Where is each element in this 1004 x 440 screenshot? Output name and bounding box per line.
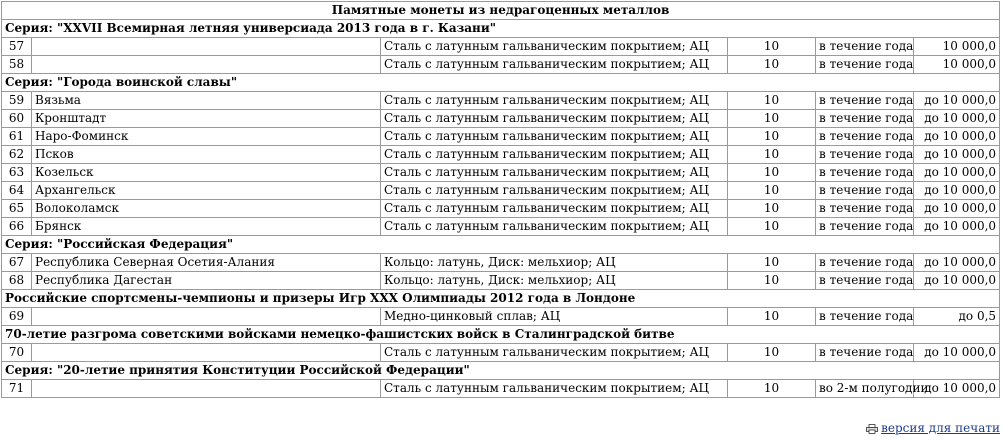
series-header-row xyxy=(2,74,1000,92)
cell-mintage: до 10 000,0 xyxy=(914,146,1000,164)
table-row xyxy=(2,272,1000,290)
cell-name: Брянск xyxy=(32,218,381,236)
cell-name: Архангельск xyxy=(32,182,381,200)
cell-mintage: до 0,5 xyxy=(914,308,1000,326)
cell-name: Республика Северная Осетия-Алания xyxy=(32,254,381,272)
cell-number: 63 xyxy=(2,164,32,182)
table-row xyxy=(2,254,1000,272)
cell-number: 64 xyxy=(2,182,32,200)
cell-mintage: до 10 000,0 xyxy=(914,344,1000,362)
cell-period: в течение года xyxy=(816,38,914,56)
table-row xyxy=(2,308,1000,326)
cell-material: Сталь с латунным гальваническим покрытием; АЦ xyxy=(381,380,728,398)
cell-denomination: 10 xyxy=(728,182,816,200)
table-row xyxy=(2,344,1000,362)
cell-denomination: 10 xyxy=(728,254,816,272)
table-title-row xyxy=(2,2,1000,20)
series-header: 70-летие разгрома советскими войсками немецко-фашистских войск в Сталинградской битве xyxy=(2,326,1000,344)
cell-material: Сталь с латунным гальваническим покрытием; АЦ xyxy=(381,110,728,128)
cell-material: Медно-цинковый сплав; АЦ xyxy=(381,308,728,326)
table-row xyxy=(2,218,1000,236)
cell-period: в течение года xyxy=(816,200,914,218)
cell-mintage: до 10 000,0 xyxy=(914,92,1000,110)
cell-mintage: до 10 000,0 xyxy=(914,128,1000,146)
cell-mintage: до 10 000,0 xyxy=(914,254,1000,272)
cell-mintage: 10 000,0 xyxy=(914,38,1000,56)
cell-denomination: 10 xyxy=(728,308,816,326)
cell-name xyxy=(32,56,381,74)
cell-material: Сталь с латунным гальваническим покрытием; АЦ xyxy=(381,218,728,236)
cell-name: Кронштадт xyxy=(32,110,381,128)
table-title: Памятные монеты из недрагоценных металлов xyxy=(2,2,1000,20)
cell-denomination: 10 xyxy=(728,380,816,398)
table-row xyxy=(2,38,1000,56)
cell-number: 65 xyxy=(2,200,32,218)
cell-name: Волоколамск xyxy=(32,200,381,218)
cell-name: Наро-Фоминск xyxy=(32,128,381,146)
cell-mintage: до 10 000,0 xyxy=(914,200,1000,218)
cell-number: 60 xyxy=(2,110,32,128)
cell-number: 59 xyxy=(2,92,32,110)
cell-period: в течение года xyxy=(816,182,914,200)
series-header: Серия: "20-летие принятия Конституции Российской Федерации" xyxy=(2,362,1000,380)
table-row xyxy=(2,56,1000,74)
coins-table xyxy=(1,1,1000,398)
cell-number: 71 xyxy=(2,380,32,398)
table-row xyxy=(2,164,1000,182)
cell-period: во 2-м полугодии xyxy=(816,380,914,398)
cell-material: Сталь с латунным гальваническим покрытием; АЦ xyxy=(381,344,728,362)
cell-mintage: до 10 000,0 xyxy=(914,380,1000,398)
cell-period: в течение года xyxy=(816,146,914,164)
cell-period: в течение года xyxy=(816,56,914,74)
cell-material: Сталь с латунным гальваническим покрытием; АЦ xyxy=(381,56,728,74)
cell-name xyxy=(32,308,381,326)
series-header-row xyxy=(2,326,1000,344)
series-header: Российские спортсмены-чемпионы и призеры Игр XXX Олимпиады 2012 года в Лондоне xyxy=(2,290,1000,308)
cell-denomination: 10 xyxy=(728,218,816,236)
cell-number: 69 xyxy=(2,308,32,326)
cell-material: Сталь с латунным гальваническим покрытием; АЦ xyxy=(381,146,728,164)
cell-number: 58 xyxy=(2,56,32,74)
cell-period: в течение года xyxy=(816,110,914,128)
cell-denomination: 10 xyxy=(728,146,816,164)
series-header-row xyxy=(2,236,1000,254)
cell-number: 62 xyxy=(2,146,32,164)
cell-material: Сталь с латунным гальваническим покрытием; АЦ xyxy=(381,92,728,110)
cell-denomination: 10 xyxy=(728,164,816,182)
series-header: Серия: "XXVII Всемирная летняя универсиада 2013 года в г. Казани" xyxy=(2,20,1000,38)
cell-period: в течение года xyxy=(816,308,914,326)
cell-number: 66 xyxy=(2,218,32,236)
cell-name: Псков xyxy=(32,146,381,164)
cell-mintage: до 10 000,0 xyxy=(914,110,1000,128)
cell-period: в течение года xyxy=(816,128,914,146)
series-header-row xyxy=(2,290,1000,308)
cell-denomination: 10 xyxy=(728,200,816,218)
cell-material: Сталь с латунным гальваническим покрытием; АЦ xyxy=(381,182,728,200)
cell-number: 57 xyxy=(2,38,32,56)
series-header: Серия: "Города воинской славы" xyxy=(2,74,1000,92)
cell-material: Сталь с латунным гальваническим покрытием; АЦ xyxy=(381,200,728,218)
cell-denomination: 10 xyxy=(728,344,816,362)
cell-number: 61 xyxy=(2,128,32,146)
table-row xyxy=(2,128,1000,146)
table-row xyxy=(2,380,1000,398)
cell-denomination: 10 xyxy=(728,272,816,290)
table-row xyxy=(2,146,1000,164)
table-row xyxy=(2,200,1000,218)
cell-denomination: 10 xyxy=(728,56,816,74)
cell-period: в течение года xyxy=(816,164,914,182)
cell-mintage: до 10 000,0 xyxy=(914,272,1000,290)
cell-period: в течение года xyxy=(816,92,914,110)
cell-denomination: 10 xyxy=(728,92,816,110)
series-header-row xyxy=(2,20,1000,38)
cell-mintage: 10 000,0 xyxy=(914,56,1000,74)
cell-period: в течение года xyxy=(816,344,914,362)
cell-period: в течение года xyxy=(816,254,914,272)
print-icon xyxy=(866,424,878,434)
table-row xyxy=(2,182,1000,200)
cell-name: Козельск xyxy=(32,164,381,182)
cell-name xyxy=(32,380,381,398)
cell-number: 70 xyxy=(2,344,32,362)
cell-name xyxy=(32,344,381,362)
cell-denomination: 10 xyxy=(728,38,816,56)
cell-material: Сталь с латунным гальваническим покрытием; АЦ xyxy=(381,38,728,56)
cell-period: в течение года xyxy=(816,218,914,236)
cell-material: Сталь с латунным гальваническим покрытием; АЦ xyxy=(381,164,728,182)
series-header: Серия: "Российская Федерация" xyxy=(2,236,1000,254)
cell-name: Вязьма xyxy=(32,92,381,110)
cell-name: Республика Дагестан xyxy=(32,272,381,290)
table-row xyxy=(2,110,1000,128)
print-version-label: версия для печати xyxy=(881,421,1000,435)
cell-material: Кольцо: латунь, Диск: мельхиор; АЦ xyxy=(381,254,728,272)
cell-mintage: до 10 000,0 xyxy=(914,218,1000,236)
cell-period: в течение года xyxy=(816,272,914,290)
cell-mintage: до 10 000,0 xyxy=(914,164,1000,182)
cell-material: Сталь с латунным гальваническим покрытием; АЦ xyxy=(381,128,728,146)
cell-material: Кольцо: латунь, Диск: мельхиор; АЦ xyxy=(381,272,728,290)
series-header-row xyxy=(2,362,1000,380)
cell-number: 68 xyxy=(2,272,32,290)
print-version-link[interactable] xyxy=(866,420,1000,436)
cell-name xyxy=(32,38,381,56)
cell-denomination: 10 xyxy=(728,128,816,146)
table-row xyxy=(2,92,1000,110)
cell-denomination: 10 xyxy=(728,110,816,128)
cell-mintage: до 10 000,0 xyxy=(914,182,1000,200)
cell-number: 67 xyxy=(2,254,32,272)
